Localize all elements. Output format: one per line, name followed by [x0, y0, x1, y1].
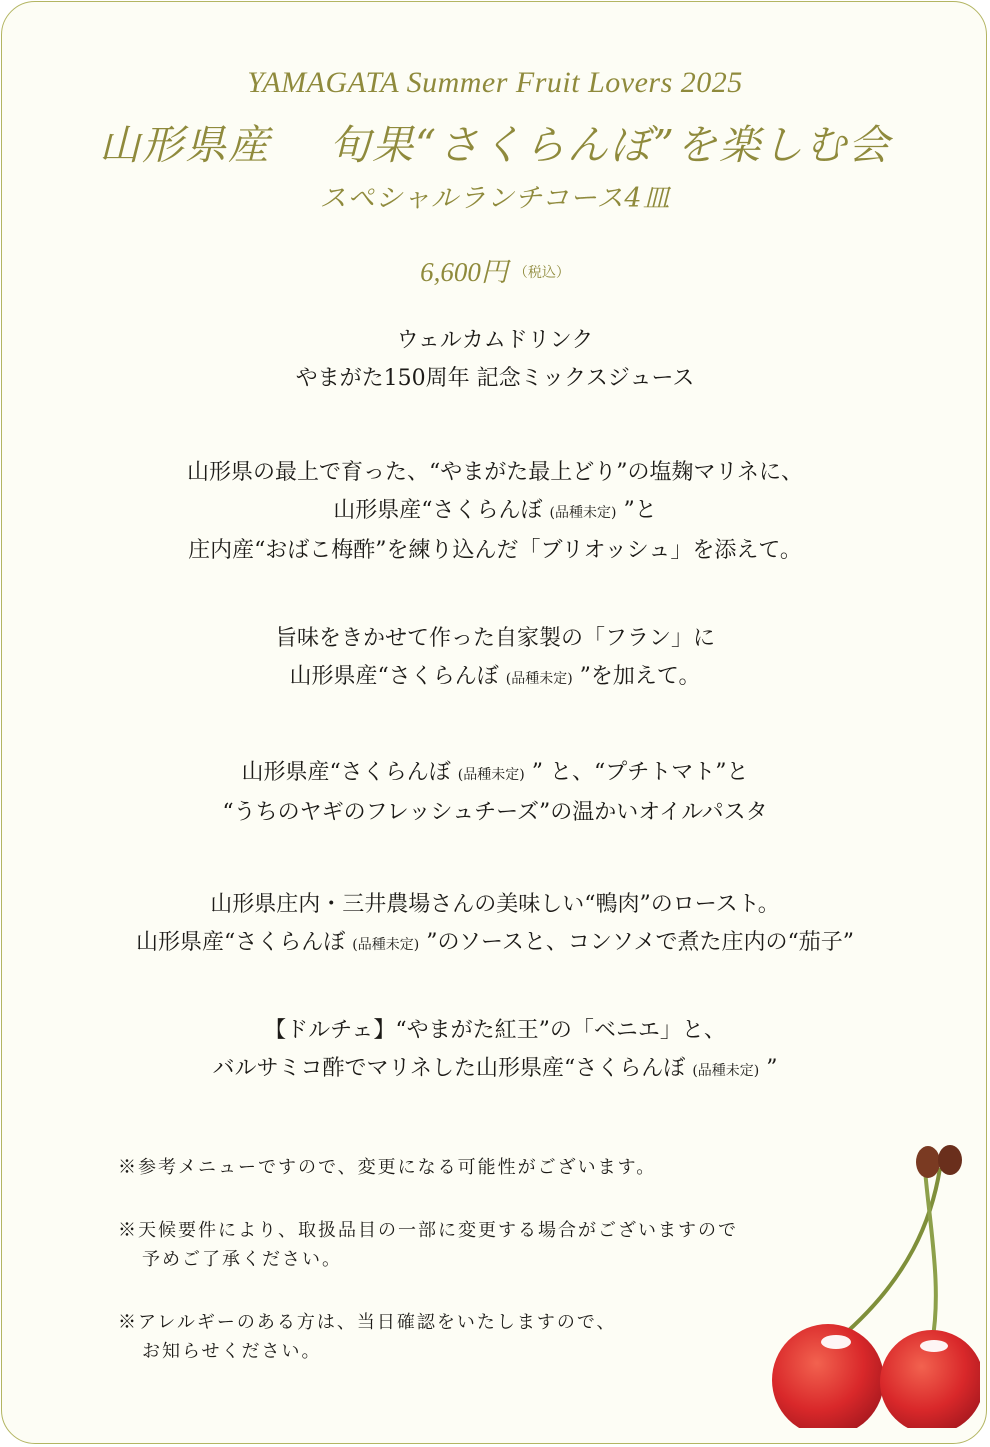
variety-note: (品種未定): [505, 671, 573, 687]
course-line: やまがた150周年 記念ミックスジュース: [295, 366, 695, 391]
variety-note: (品種未定): [692, 1063, 760, 1079]
course-text: ”: [759, 1056, 778, 1081]
course-text: 山形県産“さくらんぼ: [136, 930, 346, 955]
course-line: “うちのヤギのフレッシュチーズ”の温かいオイルパスタ: [222, 800, 768, 825]
note-allergy-cont: お知らせください。: [142, 1341, 322, 1362]
course-text: 山形県産“さくらんぼ: [241, 760, 451, 785]
course-welcome-drink: [0, 322, 990, 398]
note-allergy: ※アレルギーのある方は、当日確認をいたしますので、: [118, 1312, 617, 1333]
note-weather-cont: 予めご了承ください。: [142, 1249, 342, 1270]
course-text: ”を加えて。: [572, 664, 701, 689]
course-text: バルサミコ酢でマリネした山形県産“さくらんぼ: [212, 1056, 686, 1081]
variety-note: (品種未定): [352, 937, 420, 953]
course-pasta: [0, 754, 990, 832]
tax-note: （税込）: [513, 266, 570, 281]
course-line: [0, 1050, 990, 1090]
course-subtitle: スペシャルランチコース4皿: [319, 183, 671, 214]
course-line: [0, 754, 990, 794]
price: [0, 250, 990, 289]
course-text: 山形県産“さくらんぼ: [333, 498, 543, 523]
english-title: YAMAGATA Summer Fruit Lovers 2025: [247, 66, 743, 99]
course-line: [0, 924, 990, 964]
course-line: 旨味をきかせて作った自家製の「フラン」に: [274, 626, 715, 651]
course-appetizer: [0, 454, 990, 570]
course-line: [0, 492, 990, 532]
japanese-title: 山形県産 旬果“さくらんぼ”を楽しむ会: [99, 121, 891, 169]
course-line: 【ドルチェ】“やまがた紅王”の「ベニエ」と、: [264, 1018, 726, 1043]
course-line: 山形県庄内・三井農場さんの美味しい“鴨肉”のロースト。: [210, 892, 780, 917]
course-dolce: [0, 1012, 990, 1090]
course-text: 山形県産“さくらんぼ: [289, 664, 499, 689]
course-text: ” と、“プチトマト”と: [524, 760, 749, 785]
course-text: ”と: [616, 498, 657, 523]
course-text: ”のソースと、コンソメで煮た庄内の“茄子”: [419, 930, 854, 955]
variety-note: (品種未定): [549, 505, 617, 521]
course-flan: [0, 620, 990, 698]
price-value: 6,600円: [420, 257, 508, 287]
variety-note: (品種未定): [457, 767, 525, 783]
course-duck: [0, 886, 990, 964]
cherry-illustration: [760, 1138, 980, 1428]
course-line: 庄内産“おばこ梅酢”を練り込んだ「ブリオッシュ」を添えて。: [188, 538, 802, 563]
note-weather: ※天候要件により、取扱品目の一部に変更する場合がございますので: [118, 1220, 738, 1241]
course-line: 山形県の最上で育った、“やまがた最上どり”の塩麹マリネに、: [186, 460, 804, 485]
course-line: [0, 658, 990, 698]
note-menu-change: ※参考メニューですので、変更になる可能性がございます。: [118, 1157, 657, 1178]
course-line: ウェルカムドリンク: [396, 328, 594, 353]
